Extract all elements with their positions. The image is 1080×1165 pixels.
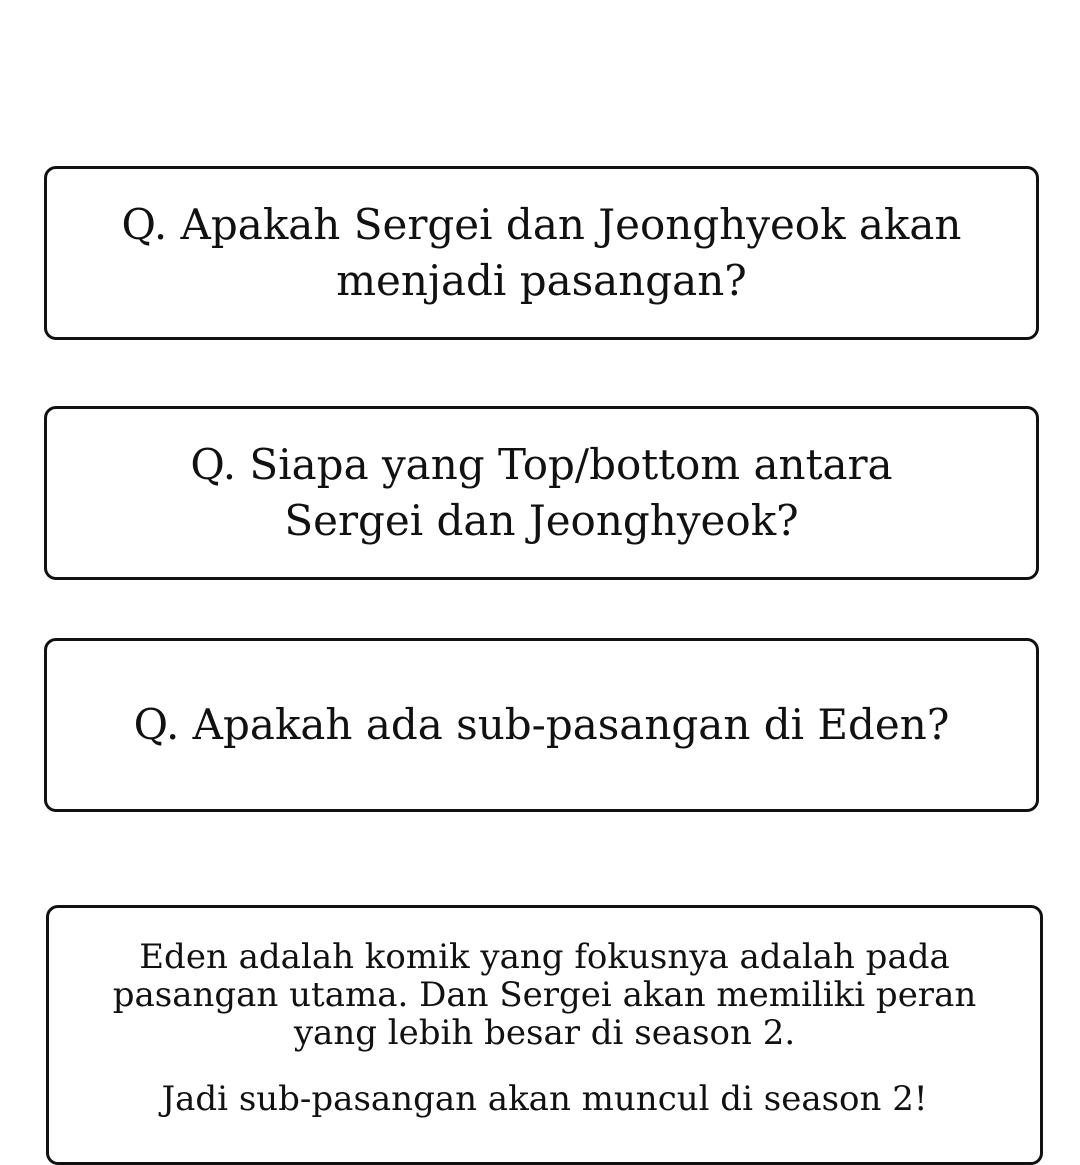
- faq-question-1: Q. Apakah Sergei dan Jeonghyeok akan menjadi pasangan?: [121, 200, 962, 305]
- faq-question-box-1: [44, 166, 1039, 340]
- answer-paragraph-1: Eden adalah komik yang fokusnya adalah pada pasangan utama. Dan Sergei akan memiliki peran yang lebih besar di season 2.: [112, 937, 977, 1053]
- faq-question-box-2: [44, 406, 1039, 580]
- faq-answer-box: [46, 905, 1043, 1165]
- faq-question-3: Q. Apakah ada sub-pasangan di Eden?: [133, 700, 950, 749]
- faq-question-2: Q. Siapa yang Top/bottom antara Sergei dan Jeonghyeok?: [190, 440, 893, 545]
- answer-paragraph-2: Jadi sub-pasangan akan muncul di season 2!: [161, 1079, 928, 1119]
- faq-question-box-3: [44, 638, 1039, 812]
